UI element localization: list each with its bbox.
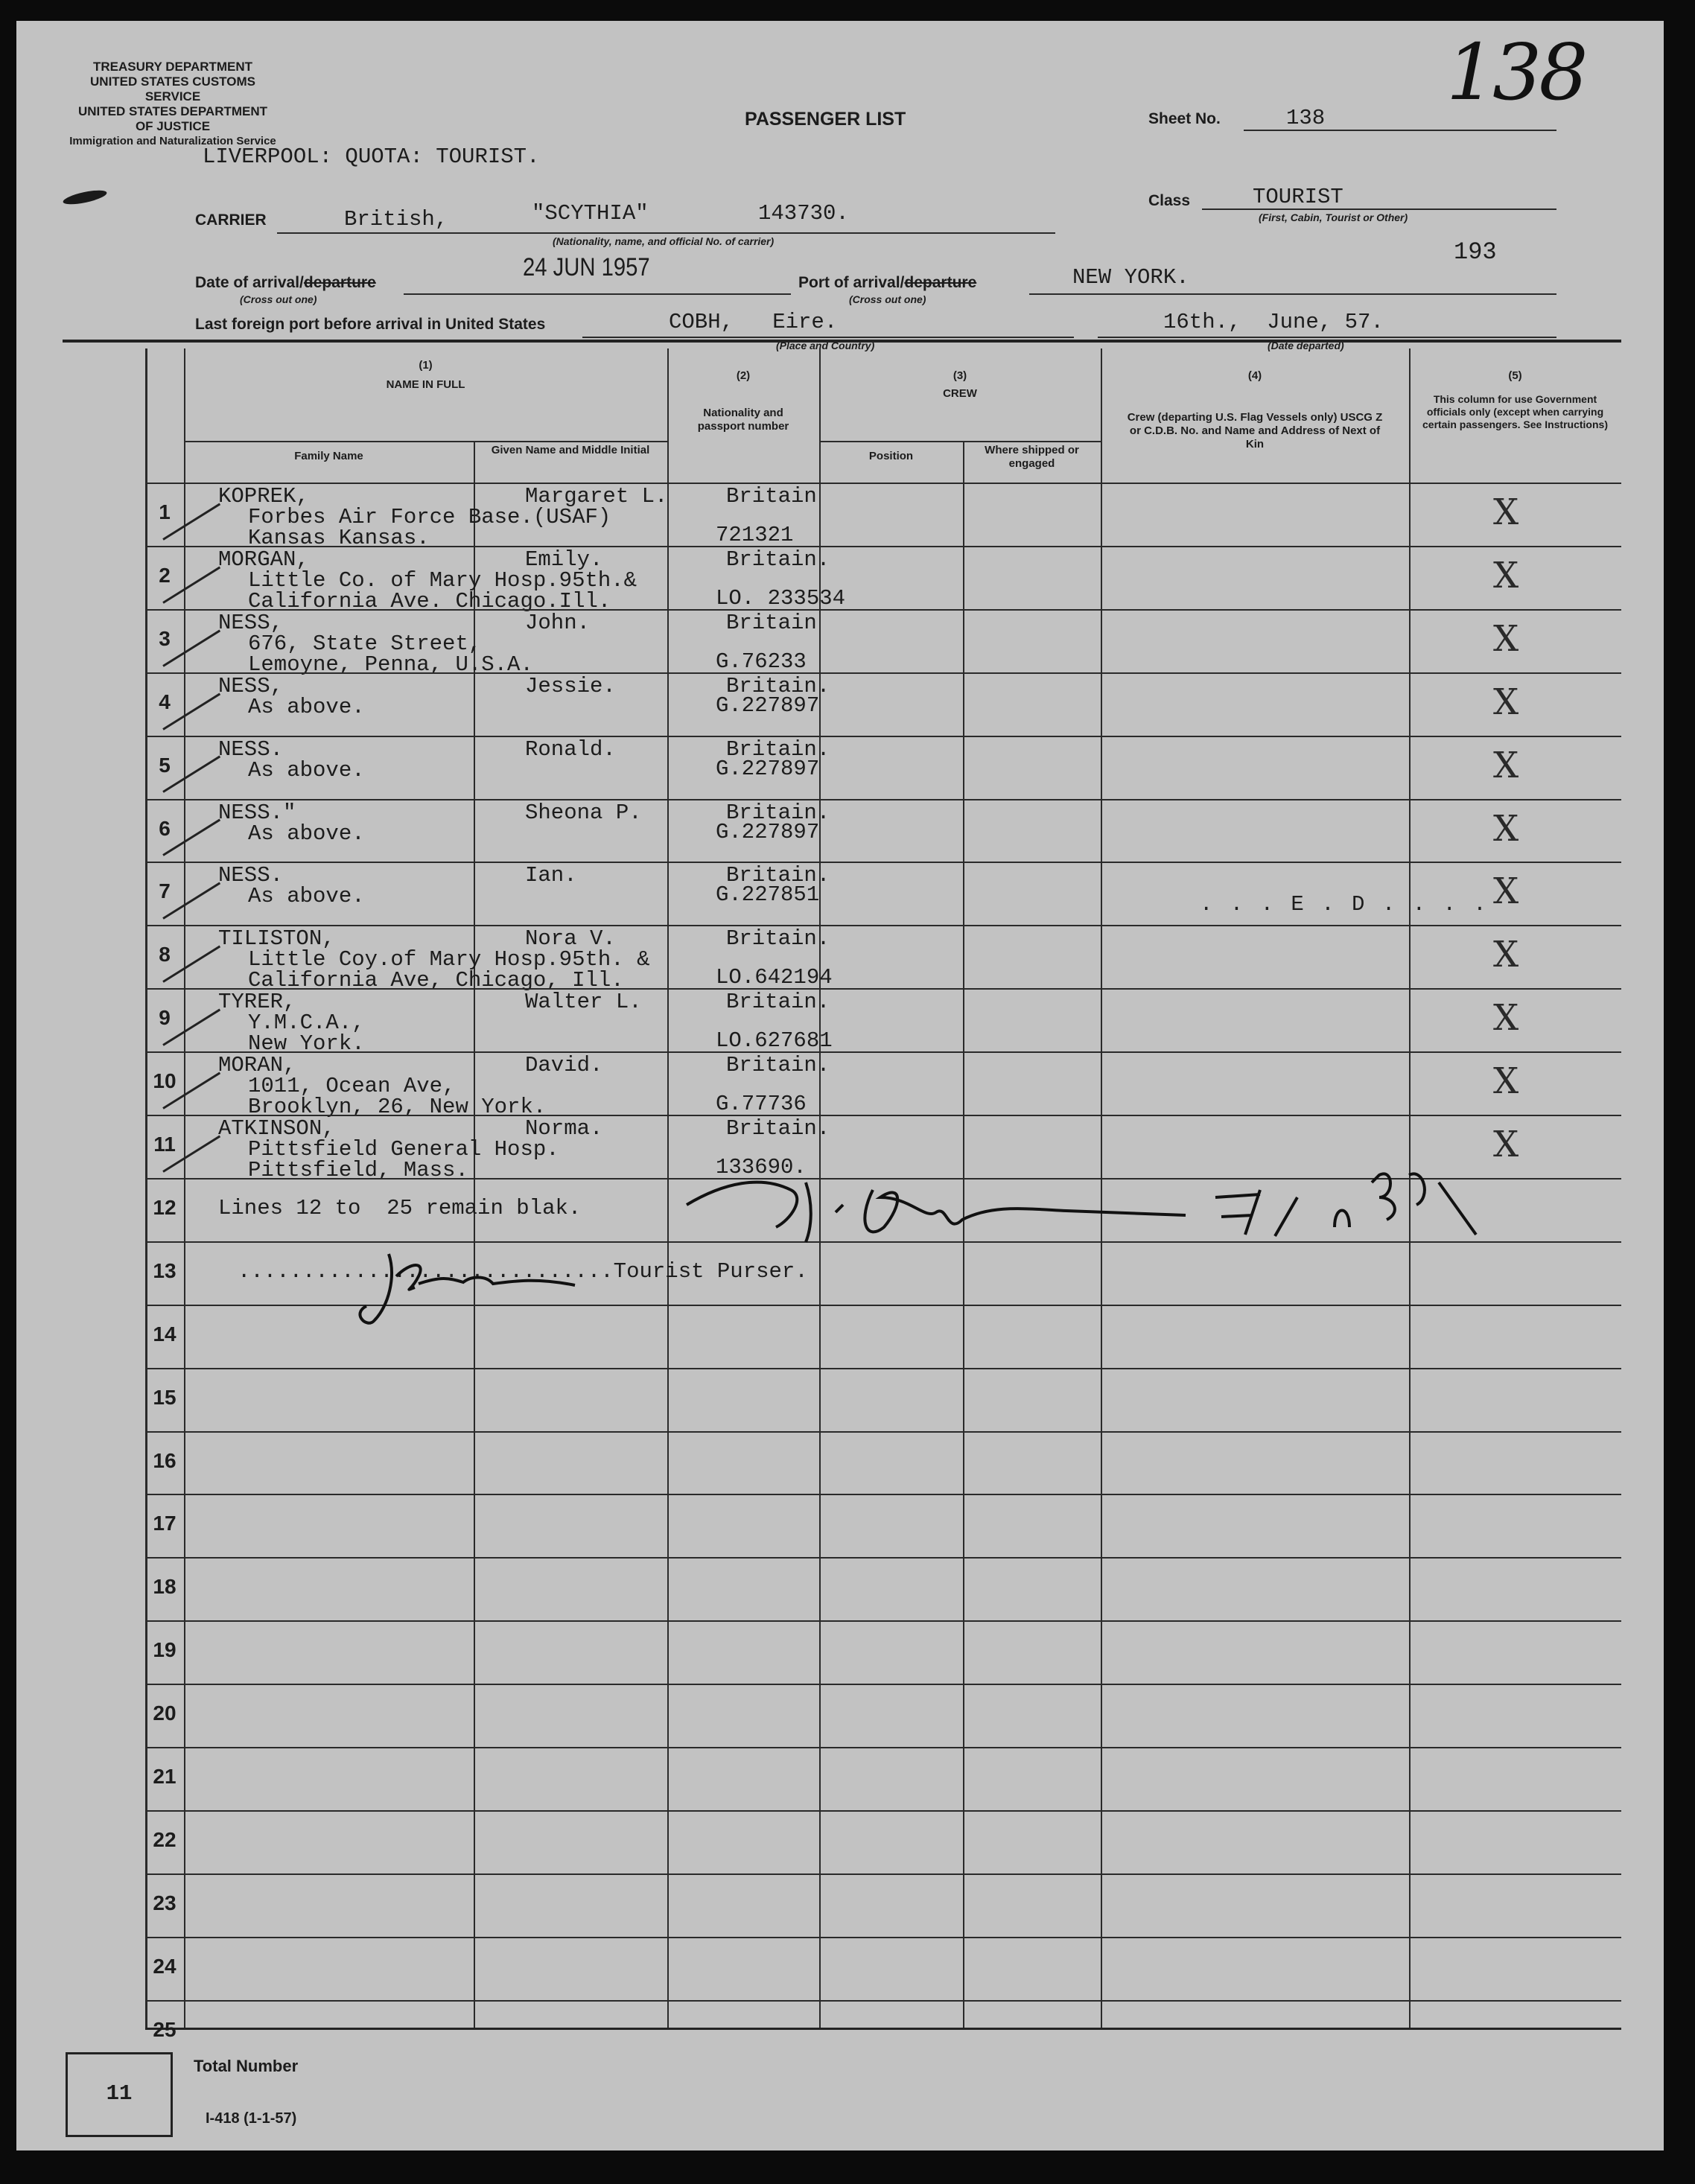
family-name: NESS. <box>218 863 284 888</box>
arrival-date-stamp: 24 JUN 1957 <box>523 253 650 281</box>
row-number: 19 <box>153 1638 177 1662</box>
nationality: Britain. <box>726 800 830 825</box>
given-name: Walter L. <box>525 990 642 1015</box>
nationality: Britain. <box>726 863 830 888</box>
col1-family-name: Family Name <box>294 450 363 462</box>
col5-num: (5) <box>1508 369 1522 382</box>
row-number: 7 <box>159 879 171 903</box>
carrier-nationality: British, <box>344 207 448 232</box>
row-number: 14 <box>153 1322 177 1346</box>
row-number: 17 <box>153 1512 177 1535</box>
line-12-note: Lines 12 to 25 remain blak. <box>218 1195 582 1220</box>
address-line: 1011, Ocean Ave, <box>248 1074 456 1099</box>
agency-block <box>69 60 277 149</box>
nationality: Britain <box>726 610 817 635</box>
address-line: New York. <box>248 1031 365 1057</box>
sheet-no: 138 <box>1286 106 1326 130</box>
arrival-caption: (Cross out one) <box>240 293 317 305</box>
address-line: As above. <box>248 757 365 783</box>
col3-title: CREW <box>943 387 977 400</box>
table-row <box>145 799 1621 862</box>
given-name: Margaret L. <box>525 484 668 509</box>
address-line: Lemoyne, Penna, U.S.A. <box>248 652 533 677</box>
col4-stray-text: . . . E . D . . . . <box>1200 892 1489 917</box>
class-label: Class <box>1148 192 1191 209</box>
col3-position: Position <box>868 450 914 462</box>
row-number: 5 <box>159 753 171 777</box>
row-divider <box>145 1747 1621 1748</box>
port-label-text: Port of arrival/ <box>798 274 905 291</box>
inspector-signature <box>679 1153 1513 1257</box>
address-line: Pittsfield, Mass. <box>248 1158 468 1182</box>
family-name: NESS. <box>218 736 284 762</box>
address-line: Y.M.C.A., <box>248 1010 365 1036</box>
official-check-mark: X <box>1493 617 1519 660</box>
sheet-no-label: Sheet No. <box>1148 110 1221 127</box>
form-number: I-418 (1-1-57) <box>206 2110 297 2127</box>
arrival-struck-text: departure <box>303 274 376 291</box>
passport-number: G.77736 <box>716 1092 807 1117</box>
tally-stroke <box>162 756 220 793</box>
row-number: 12 <box>153 1195 177 1219</box>
tally-stroke <box>162 503 220 540</box>
row-number: 25 <box>153 2017 177 2041</box>
row-number: 8 <box>159 943 171 967</box>
dept-line-1: TREASURY DEPARTMENT <box>92 60 253 74</box>
official-check-mark: X <box>1493 934 1519 976</box>
row-number: 4 <box>159 690 171 713</box>
address-line: Kansas Kansas. <box>248 526 430 550</box>
dept-line-4: Immigration and Naturalization Service <box>69 135 276 147</box>
row-number: 24 <box>153 1954 177 1978</box>
row-number: 2 <box>159 563 171 587</box>
last-port-caption: (Place and Country) <box>776 340 875 351</box>
tally-stroke <box>162 693 220 730</box>
official-check-mark: X <box>1493 870 1519 913</box>
carrier-official-no: 143730. <box>758 201 849 226</box>
address-line: Pittsfield General Hosp. <box>248 1137 559 1162</box>
family-name: ATKINSON, <box>218 1116 335 1141</box>
last-port-label: Last foreign port before arrival in United States <box>195 316 546 333</box>
col2-num: (2) <box>736 369 751 382</box>
passport-number: G.76233 <box>716 649 807 674</box>
official-check-mark: X <box>1493 744 1519 786</box>
passenger-list-sheet <box>16 21 1664 2150</box>
col2-title: Nationality and passport number <box>697 407 789 433</box>
given-name: David. <box>525 1053 603 1078</box>
table-row <box>145 736 1621 799</box>
official-check-mark: X <box>1493 1124 1519 1165</box>
ink-mark <box>62 188 108 207</box>
row-number: 15 <box>153 1385 177 1409</box>
tally-stroke <box>162 882 220 920</box>
row-number: 20 <box>153 1701 177 1725</box>
row-divider <box>145 1431 1621 1433</box>
table-row <box>145 546 1621 614</box>
official-check-mark: X <box>1493 681 1519 723</box>
nationality: Britain. <box>726 926 830 952</box>
row-divider <box>145 1810 1621 1812</box>
table-row <box>145 1051 1621 1120</box>
nationality: Britain. <box>726 547 830 572</box>
row-divider <box>145 2000 1621 2002</box>
purser-line: .............................Tourist Purser. <box>238 1258 808 1284</box>
official-check-mark: X <box>1493 1060 1519 1103</box>
nationality: Britain. <box>726 673 830 698</box>
row-divider <box>145 1368 1621 1369</box>
row-divider <box>145 1494 1621 1495</box>
dept-line-2: UNITED STATES CUSTOMS SERVICE <box>90 74 255 104</box>
passport-number: G.227851 <box>716 882 820 908</box>
address-line: Little Coy.of Mary Hosp.95th. & <box>248 947 650 972</box>
family-name: TILISTON, <box>218 926 335 952</box>
family-name: NESS, <box>218 610 284 635</box>
address-line: Little Co. of Mary Hosp.95th.& <box>248 567 637 593</box>
table-row <box>145 988 1621 1057</box>
row-number: 10 <box>153 1069 177 1093</box>
handwritten-sheet-number: 138 <box>1446 27 1586 118</box>
family-name: NESS." <box>218 800 296 825</box>
table-top-rule <box>63 340 1621 343</box>
class-count: 193 <box>1454 238 1497 266</box>
col4-title: Crew (departing U.S. Flag Vessels only) USCG Z or C.D.B. No. and Name and Address of Next of Kin <box>1127 411 1383 451</box>
passport-number: LO. 233534 <box>716 585 846 611</box>
purser-signature <box>337 1232 605 1336</box>
carrier-caption: (Nationality, name, and official No. of carrier) <box>553 235 775 247</box>
passport-number: G.227897 <box>716 756 820 781</box>
row-number: 1 <box>159 500 171 523</box>
col1-title: NAME IN FULL <box>386 378 465 391</box>
class-value: TOURIST <box>1253 185 1343 209</box>
arrival-label <box>195 274 376 292</box>
arrival-label-text: Date of arrival/ <box>195 274 304 291</box>
row-divider <box>145 1684 1621 1685</box>
family-name: MORGAN, <box>218 547 309 572</box>
nationality: Britain. <box>726 1053 830 1078</box>
given-name: Emily. <box>525 547 603 572</box>
address-line: As above. <box>248 821 365 846</box>
row-divider <box>145 1557 1621 1559</box>
tally-stroke <box>162 1135 220 1172</box>
port-label <box>798 274 976 292</box>
port-struck-text: departure <box>904 274 977 291</box>
tally-stroke <box>162 819 220 856</box>
official-check-mark: X <box>1493 807 1519 850</box>
col4-num: (4) <box>1247 369 1262 382</box>
row-number: 3 <box>159 626 171 650</box>
nationality: Britain. <box>726 736 830 762</box>
tally-stroke <box>162 946 220 983</box>
family-name: NESS, <box>218 673 284 698</box>
col3-num: (3) <box>953 369 967 382</box>
nationality: Britain. <box>726 1116 830 1141</box>
last-port-value: COBH, Eire. <box>669 310 838 334</box>
row-number: 16 <box>153 1448 177 1472</box>
table-row <box>145 672 1621 736</box>
given-name: Ronald. <box>525 736 616 762</box>
row-number: 9 <box>159 1006 171 1030</box>
given-name: Ian. <box>525 863 577 888</box>
tally-stroke <box>162 1009 220 1046</box>
port-value: NEW YORK. <box>1072 265 1189 290</box>
row-number: 21 <box>153 1765 177 1788</box>
passport-number: LO.642194 <box>716 965 833 990</box>
nationality: Britain. <box>726 990 830 1015</box>
family-name: MORAN, <box>218 1053 296 1078</box>
family-name: KOPREK, <box>218 484 309 509</box>
passport-number: 721321 <box>716 523 794 547</box>
dept-line-3: UNITED STATES DEPARTMENT OF JUSTICE <box>77 104 268 133</box>
address-line: As above. <box>248 694 365 719</box>
total-number-value: 11 <box>106 2081 133 2106</box>
col1-num: (1) <box>419 359 433 372</box>
port-caption: (Cross out one) <box>849 293 926 305</box>
nationality: Britain <box>726 484 817 509</box>
given-name: Nora V. <box>525 926 616 952</box>
row-divider <box>145 1620 1621 1622</box>
given-name: Sheona P. <box>525 800 642 825</box>
col3-where-shipped: Where shipped or engaged <box>985 444 1079 470</box>
date-departed-value: 16th., June, 57. <box>1163 310 1384 334</box>
row-number: 13 <box>153 1258 177 1282</box>
date-departed-caption: (Date departed) <box>1268 340 1344 351</box>
tally-stroke <box>162 629 220 666</box>
class-caption: (First, Cabin, Tourist or Other) <box>1259 211 1408 223</box>
total-number-box <box>66 2052 173 2137</box>
row-divider <box>145 1873 1621 1875</box>
passport-number: G.227897 <box>716 693 820 718</box>
page-title: PASSENGER LIST <box>745 109 906 130</box>
row-divider <box>145 1937 1621 1938</box>
carrier-name: "SCYTHIA" <box>532 201 649 226</box>
family-name: TYRER, <box>218 990 296 1015</box>
row-number: 23 <box>153 1891 177 1914</box>
official-check-mark: X <box>1493 997 1519 1040</box>
address-line: 676, State Street, <box>248 631 482 656</box>
total-number-label: Total Number <box>194 2057 299 2075</box>
table-row <box>145 483 1621 550</box>
col5-title: This column for use Government officials only (except when carrying certain passengers. See Instructions) <box>1422 393 1608 430</box>
address-line: As above. <box>248 884 365 909</box>
given-name: Norma. <box>525 1116 603 1141</box>
row-number: 11 <box>153 1133 176 1156</box>
address-line: Forbes Air Force Base.(USAF) <box>248 505 611 529</box>
table-row <box>145 925 1621 993</box>
passport-number: LO.627681 <box>716 1028 833 1054</box>
given-name: John. <box>525 610 591 635</box>
row-number: 6 <box>159 816 171 840</box>
official-check-mark: X <box>1493 491 1519 533</box>
address-line: California Ave. Chicago.Ill. <box>248 588 611 614</box>
passport-number: 133690. <box>716 1155 807 1179</box>
table-row <box>145 609 1621 677</box>
address-line: Brooklyn, 26, New York. <box>248 1095 547 1120</box>
address-line: California Ave, Chicago, Ill. <box>248 968 624 993</box>
row-number: 22 <box>153 1827 177 1851</box>
col1-given-name: Given Name and Middle Initial <box>491 444 650 456</box>
tally-stroke <box>162 1072 220 1109</box>
row-number: 18 <box>153 1575 177 1599</box>
carrier-label: CARRIER <box>195 211 267 229</box>
given-name: Jessie. <box>525 673 616 698</box>
official-check-mark: X <box>1493 554 1519 596</box>
tally-stroke <box>162 566 220 603</box>
passport-number: G.227897 <box>716 819 820 844</box>
typed-heading: LIVERPOOL: QUOTA: TOURIST. <box>203 144 540 169</box>
